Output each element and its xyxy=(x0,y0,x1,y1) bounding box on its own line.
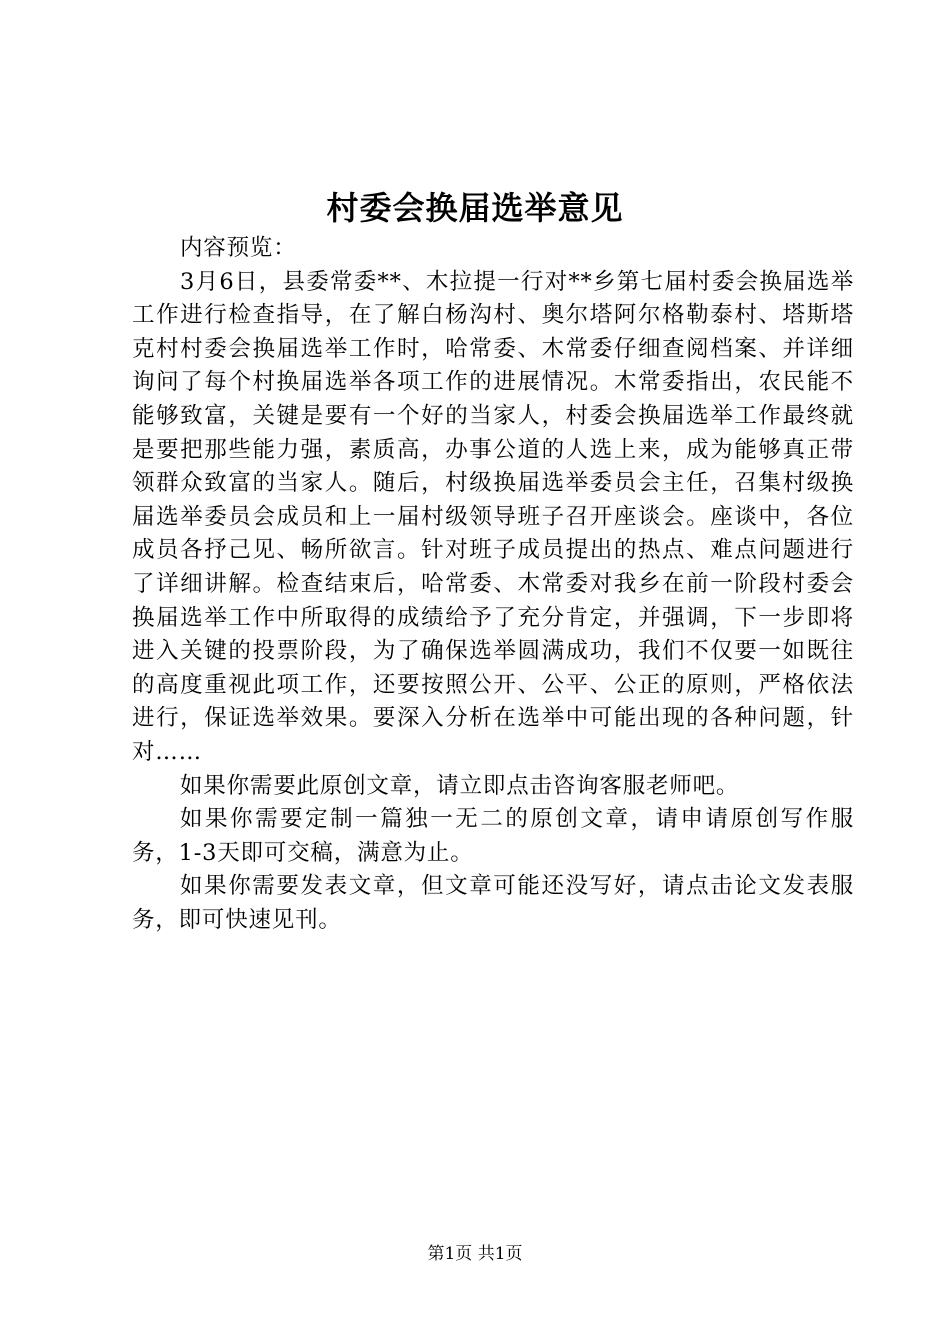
body-paragraph-main: 3月6日，县委常委**、木拉提一行对**乡第七届村委会换届选举工作进行检查指导，在了解白杨沟村、奥尔塔阿尔格勒泰村、塔斯塔克村村委会换届选举工作时，哈常委、木常委仔细查阅档案、并详细询问了每个村换届选举各项工作的进展情况。木常委指出，农民能不能够致富，关键是要有一个好的当家人，村委会换届选举工作最终就是要把那些能力强，素质高，办事公道的人选上来，成为能够真正带领群众致富的当家人。随后，村级换届选举委员会主任，召集村级换届选举委员会成员和上一届村级领导班子召开座谈会。座谈中，各位成员各抒己见、畅所欲言。针对班子成员提出的热点、难点问题进行了详细讲解。检查结束后，哈常委、木常委对我乡在前一阶段村委会换届选举工作中所取得的成绩给予了充分肯定，并强调，下一步即将进入关键的投票阶段，为了确保选举圆满成功，我们不仅要一如既往的高度重视此项工作，还要按照公开、公平、公正的原则，严格依法进行，保证选举效果。要深入分析在选举中可能出现的各种问题，针对…… xyxy=(132,268,854,765)
document-title: 村委会换届选举意见 xyxy=(326,189,624,227)
body-paragraph-consult: 如果你需要此原创文章，请立即点击咨询客服老师吧。 xyxy=(180,772,740,799)
document-body xyxy=(132,232,854,937)
body-paragraph-publish: 如果你需要发表文章，但文章可能还没写好，请点击论文发表服务，即可快速见刊。 xyxy=(132,873,854,933)
preview-label: 内容预览： xyxy=(180,235,297,261)
body-paragraph-custom: 如果你需要定制一篇独一无二的原创文章，请申请原创写作服务，1-3天即可交稿，满意为止。 xyxy=(132,806,854,866)
page-footer: 第1页 共1页 xyxy=(427,1244,523,1264)
